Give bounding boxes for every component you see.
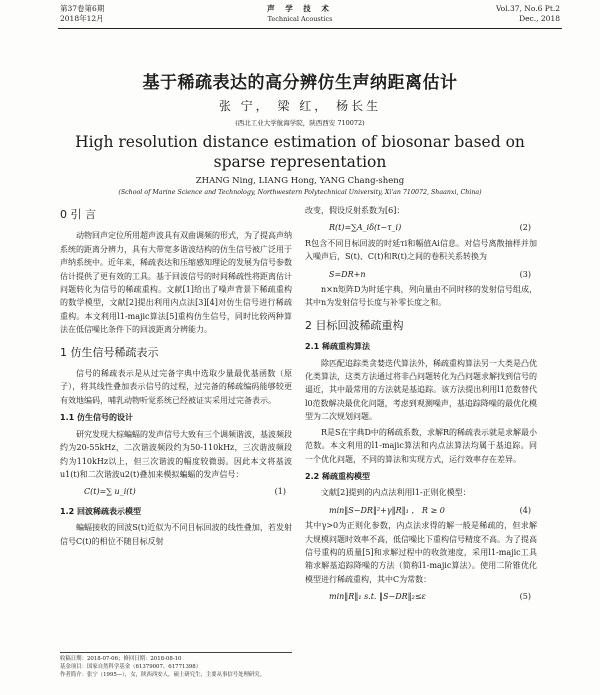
right-paragraph-b: R包含不同目标回波的时延τi和幅值Ai信息。对信号离散抽样并加入噪声后，S(t)、C(t)和R(t)之间的卷积关系转换为	[305, 238, 537, 262]
equation-4	[305, 502, 537, 519]
right-paragraph-a: 改变，假设反射系数为[6]：	[305, 206, 405, 215]
subsection-2-1-paragraph: 除匹配追踪类贪婪迭代算法外，稀疏重构算法另一大类是凸优化类算法，这类方法通过将非凸问题转化为凸问题求解找到信号的逼近，其中最常用的方法就是基追踪。该方法提出利用l1范数替代l0范数解决最优化问题，考虑到观测噪声，基追踪降噪的最优化模型为二次规划问题。	[305, 358, 537, 422]
equation-5-number: (5)	[519, 592, 531, 602]
section-heading-1: 1 仿生信号稀疏表示	[60, 345, 159, 359]
intro-paragraph: 动物回声定位所用超声波具有双曲调频的形式，为了提高声纳系统的距离分辨力，具有大带宽多谐波结构的仿生信号被广泛用于声纳系统中。近年来，稀疏表达和压缩感知理论的发展为信号参数估计提供了更有效的工具。基于回波信号的时间稀疏性将距离估计问题转化为信号的稀疏重构。文献[1]给出了噪声背景下稀疏重构的数学模型，文献[2]提出利用内点法[3][4]对仿生信号进行稀疏重构。本文利用l1-majic算法[5]重构仿生信号，同时比较两种算法在低信噪比条件下的回波距离分辨能力。	[60, 231, 292, 335]
right-paragraph-c: n×n矩阵D为时延字典，列向量由不同时移的发射信号组成，其中n为发射信号长度与补零长度之和。	[305, 285, 537, 308]
equation-1	[60, 483, 292, 500]
subsection-2-2-paragraph-b: 其中γ>0为正则化参数，内点法求得的解一般是稀疏的，但求解大规模问题时效率不高，低信噪比下重构信号精度不高。为了提高信号重构的质量[5]和求解过程中的收敛速度，采用l1-majic工具箱求解基追踪降噪的方法（简称l1-majic算法）。使用二阶锥优化模型进行稀疏重构，其中C为常数：	[305, 521, 537, 584]
subsection-1-2-paragraph: 蝙蝠接收的回波S(t)近似为不同目标回波的线性叠加，若发射信号C(t)的相位不随目标反射	[60, 523, 292, 546]
equation-4-body: min‖S−DR‖²+γ‖R‖₁ ， R ≥ 0	[329, 505, 445, 515]
equation-3	[305, 266, 537, 283]
section-heading-2: 2 目标回波稀疏重构	[305, 318, 404, 332]
subsection-1-1-paragraph: 研究发现大棕蝙蝠的发声信号大致有三个调频谐波，基波频段约为20-55kHz，二次谐波频段约为50-110kHz，三次谐波频段约为110kHz以上，但三次谐波的幅度较微弱。因此本文将基波u1(t)和二次谐波u2(t)叠加来模拟蝙蝠的发声信号：	[60, 429, 292, 479]
section-1-paragraph: 信号的稀疏表示是从过完备字典中选取少量最优基函数（原子），将其线性叠加表示信号的过程，过完备的稀疏编码能够较更有效地编码，哺乳动物听觉系统已经被证实采用过完备表示。	[60, 369, 292, 405]
equation-3-body: S=DR+n	[329, 269, 366, 279]
authors-cn: 张 宁， 梁 红， 杨长生	[218, 99, 382, 113]
subsection-2-2-paragraph: 文献[2]提到的内点法利用l1-正则化模型：	[321, 488, 471, 498]
affiliation-en: (School of Marine Science and Technology, Northwestern Polytechnical University, Xi'an 710072, Shaanxi, China)	[118, 189, 482, 196]
subsection-heading-1-1: 1.1 仿生信号的设计	[60, 413, 133, 423]
equation-2	[305, 219, 537, 236]
journal-volume-header	[496, 4, 560, 24]
equation-2-body: R(t)=∑A_iδ(t−τ_i)	[329, 223, 402, 233]
volume-date: Dec., 2018	[519, 14, 560, 23]
equation-1-body: C(t)=∑ u_i(t)	[84, 487, 136, 497]
subsection-heading-2-2: 2.2 稀疏重构模型	[305, 471, 370, 481]
section-heading-intro: 0 引 言	[60, 208, 96, 221]
right-column	[305, 204, 537, 606]
volume-number: Vol.37, No.6 Pt.2	[495, 4, 560, 13]
journal-name-en: Technical Acoustics	[267, 15, 333, 23]
equation-3-number: (3)	[519, 269, 531, 279]
paper-title-cn: 基于稀疏表达的高分辨仿生声纳距离估计	[142, 73, 458, 93]
header-rule	[58, 28, 562, 29]
equation-4-number: (4)	[519, 505, 531, 515]
paper-title-en: High resolution distance estimation of biosonar based on sparse representation	[75, 133, 525, 171]
subsection-heading-1-2: 1.2 回波稀疏表示模型	[60, 506, 141, 516]
left-column	[60, 204, 292, 550]
equation-1-number: (1)	[274, 487, 286, 497]
equation-2-number: (2)	[519, 223, 531, 233]
authors-en: ZHANG Ning, LIANG Hong, YANG Chang-sheng	[195, 176, 405, 186]
journal-issue-header: 第37卷第6期 2018年12月	[60, 4, 105, 23]
subsection-2-1-paragraph-b: R是S在字典D中的稀疏系数，求解R的稀疏表示就是求解最小范数。本文利用的l1-majic算法和内点法算法均属于基追踪。同一个优化问题，不同的算法和实现方式，运行效率存在差异。	[305, 427, 537, 464]
footnote: 收稿日期：2018-07-06；修回日期：2018-08-10 基金项目：国家自然科学基金（61379007、61771398） 作者简介：张宁（1995—），女，陕西西安人，硕士研究生，主要从事信号处理研究。	[60, 652, 292, 679]
equation-5	[305, 588, 537, 605]
equation-5-body: min‖R‖₁ s.t. ‖S−DR‖₂≤ε	[329, 592, 426, 602]
affiliation-cn: (西北工业大学航海学院，陕西西安 710072)	[235, 119, 365, 127]
journal-name-cn: 声 学 技 术	[267, 4, 333, 13]
subsection-heading-2-1: 2.1 稀疏重构算法	[305, 342, 370, 352]
